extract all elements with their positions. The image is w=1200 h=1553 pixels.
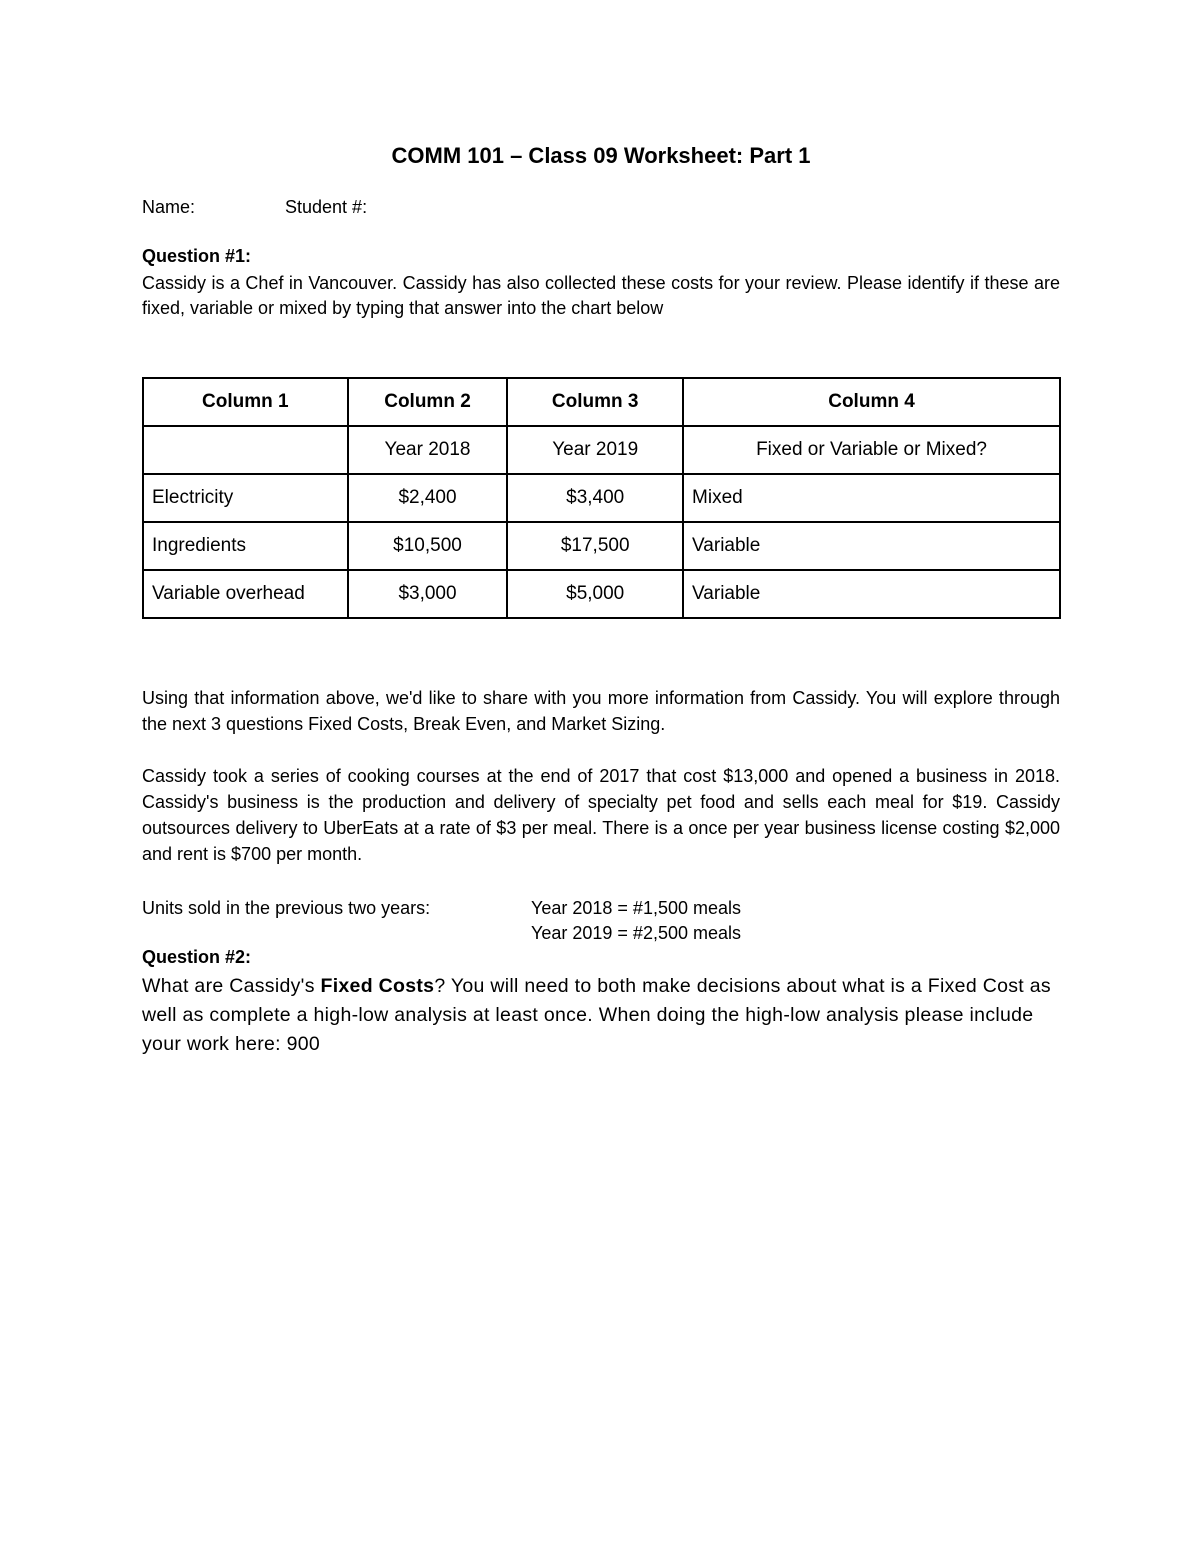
name-label: Name: — [142, 197, 196, 217]
table-row — [143, 474, 1060, 522]
answer-cell[interactable]: Variable — [683, 522, 1060, 570]
student-number-label: Student #: — [285, 197, 368, 217]
table-row — [143, 570, 1060, 618]
table-cell: $17,500 — [507, 522, 683, 570]
table-cell: Year 2019 — [507, 426, 683, 474]
units-label: Units sold in the previous two years: — [142, 898, 431, 918]
table-cell: $10,500 — [348, 522, 508, 570]
table-row — [143, 522, 1060, 570]
table-header-cell: Column 2 — [348, 378, 508, 426]
answer-cell[interactable]: Variable — [683, 570, 1060, 618]
intro-paragraph: Using that information above, we'd like to share with you more information from Cassidy. You will explore through the next 3 questions Fixed Costs, Break Even, and Market Sizing. — [142, 688, 1060, 734]
units-2018: Year 2018 = #1,500 meals — [531, 898, 741, 918]
table-subheader-row — [143, 426, 1060, 474]
question2-text-end: ? You will need to both make decisions about what is a Fixed Cost as well as complete a high-low analysis at least once. When doing the high-low analysis please include your work here: 900 — [142, 975, 1051, 1055]
question1-heading: Question #1: — [142, 246, 252, 266]
question2-bold-term: Fixed Costs — [320, 975, 435, 997]
page-title: COMM 101 – Class 09 Worksheet: Part 1 — [391, 143, 811, 168]
answer-cell[interactable]: Mixed — [683, 474, 1060, 522]
cost-table — [142, 377, 1061, 619]
table-header-cell: Column 4 — [683, 378, 1060, 426]
table-cell: $2,400 — [348, 474, 508, 522]
table-cell: $3,400 — [507, 474, 683, 522]
table-cell: $5,000 — [507, 570, 683, 618]
table-cell — [143, 426, 348, 474]
table-cell: Year 2018 — [348, 426, 508, 474]
table-header-row — [143, 378, 1060, 426]
question2-text-start: What are Cassidy's — [142, 975, 321, 997]
table-cell: Fixed or Variable or Mixed? — [683, 426, 1060, 474]
name-line — [142, 197, 368, 218]
units-2019: Year 2019 = #2,500 meals — [531, 923, 741, 943]
business-paragraph: Cassidy took a series of cooking courses at the end of 2017 that cost $13,000 and opened a business in 2018. Cassidy's business is the production and delivery of specialty pet food and sells each meal for $19. Cassidy outsources delivery to UberEats at a rate of $3 per meal. There is a once per year business license costing $2,000 and rent is $700 per month. — [142, 766, 1060, 864]
table-cell: $3,000 — [348, 570, 508, 618]
table-header-cell: Column 1 — [143, 378, 348, 426]
question2-heading: Question #2: — [142, 947, 252, 967]
question2-text[interactable] — [142, 972, 1060, 1059]
question1-text: Cassidy is a Chef in Vancouver. Cassidy has also collected these costs for your review. Please identify if these are fixed, variable or mixed by typing that answer into the chart below — [142, 273, 1060, 318]
table-header-cell: Column 3 — [507, 378, 683, 426]
table-cell: Electricity — [143, 474, 348, 522]
table-cell: Variable overhead — [143, 570, 348, 618]
table-cell: Ingredients — [143, 522, 348, 570]
